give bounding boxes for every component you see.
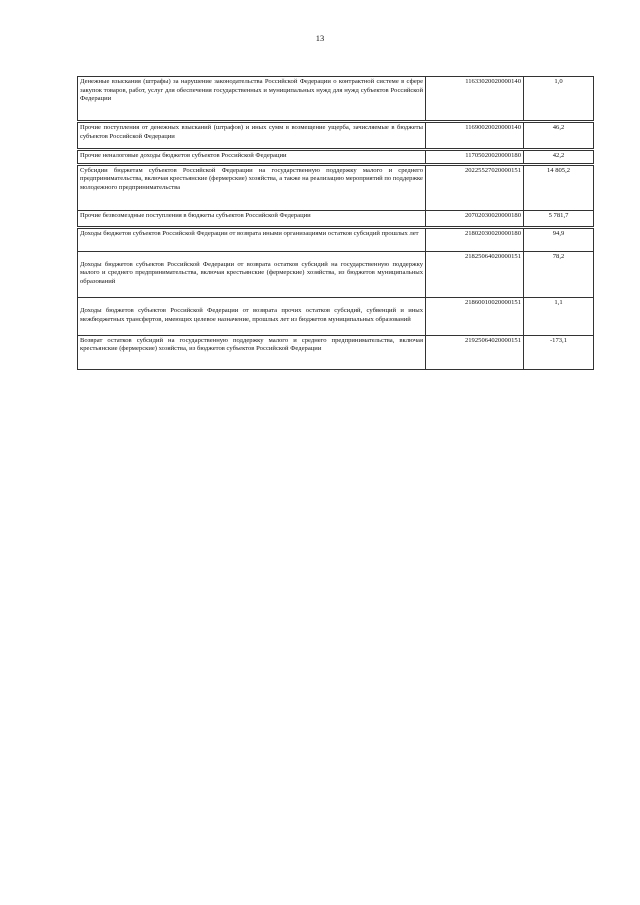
- revenue-name-cell: Доходы бюджетов субъектов Российской Федерации от возврата остатков субсидий на государственную поддержку малого и среднего предпринимательства, включая крестьянские (фермерские) хозяйства, из бюджетов муниципальных образований: [78, 251, 426, 297]
- table-row: [78, 150, 594, 165]
- budget-revenue-table: [77, 76, 594, 370]
- table-row: [78, 297, 594, 335]
- revenue-code-cell: 11633020020000140: [426, 77, 524, 122]
- revenue-amount-cell: 94,9: [524, 227, 594, 251]
- revenue-amount-cell: 14 805,2: [524, 164, 594, 210]
- revenue-amount-cell: 46,2: [524, 122, 594, 150]
- revenue-name-cell: Возврат остатков субсидий на государственную поддержку малого и среднего предпринимательства, включая крестьянские (фермерские) хозяйства, из бюджетов субъектов Российской Федерации: [78, 335, 426, 369]
- revenue-name-cell: Прочие безвозмездные поступления в бюджеты субъектов Российской Федерации: [78, 210, 426, 227]
- table-row: [78, 122, 594, 150]
- revenue-code-cell: 21802030020000180: [426, 227, 524, 251]
- revenue-amount-cell: -173,1: [524, 335, 594, 369]
- revenue-code-cell: 11705020020000180: [426, 150, 524, 165]
- revenue-name-cell: Денежные взыскания (штрафы) за нарушение законодательства Российской Федерации о контрактной системе в сфере закупок товаров, работ, услуг для обеспечения государственных и муниципальных нужд для нужд субъектов Российской Федерации: [78, 77, 426, 122]
- revenue-code-cell: 11690020020000140: [426, 122, 524, 150]
- page-number: 13: [315, 33, 325, 43]
- table-row: [78, 164, 594, 210]
- table-row: [78, 251, 594, 297]
- table-row: [78, 335, 594, 369]
- revenue-amount-cell: 78,2: [524, 251, 594, 297]
- revenue-code-cell: 21925064020000151: [426, 335, 524, 369]
- revenue-name-cell: Прочие поступления от денежных взысканий (штрафов) и иных сумм в возмещение ущерба, зачисляемые в бюджеты субъектов Российской Федерации: [78, 122, 426, 150]
- revenue-name-cell: Субсидии бюджетам субъектов Российской Федерации на государственную поддержку малого и среднего предпринимательства, включая крестьянские (фермерские) хозяйства, а также на реализацию мероприятий по поддержке молодежного предпринимательства: [78, 164, 426, 210]
- revenue-code-cell: 21825064020000151: [426, 251, 524, 297]
- revenue-amount-cell: 5 781,7: [524, 210, 594, 227]
- revenue-amount-cell: 1,1: [524, 297, 594, 335]
- revenue-name-cell: Прочие неналоговые доходы бюджетов субъектов Российской Федерации: [78, 150, 426, 165]
- table-row: [78, 227, 594, 251]
- table-row: [78, 77, 594, 122]
- table-row: [78, 210, 594, 227]
- revenue-code-cell: 20702030020000180: [426, 210, 524, 227]
- revenue-code-cell: 20225527020000151: [426, 164, 524, 210]
- revenue-amount-cell: 42,2: [524, 150, 594, 165]
- revenue-name-cell: Доходы бюджетов субъектов Российской Федерации от возврата прочих остатков субсидий, субвенций и иных межбюджетных трансфертов, имеющих целевое назначение, прошлых лет из бюджетов муниципальных образований: [78, 297, 426, 335]
- revenue-name-cell: Доходы бюджетов субъектов Российской Федерации от возврата иными организациями остатков субсидий прошлых лет: [78, 227, 426, 251]
- revenue-code-cell: 21860010020000151: [426, 297, 524, 335]
- revenue-amount-cell: 1,0: [524, 77, 594, 122]
